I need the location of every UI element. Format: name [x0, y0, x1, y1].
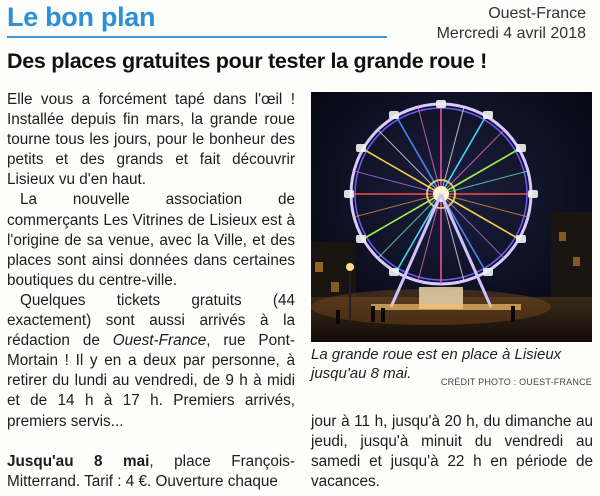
- source-block: [437, 4, 586, 44]
- paragraph-3-part-a: Quelques tickets gratuits (44 exactement) sont aussi arrivés à la rédaction de: [7, 291, 295, 350]
- ferris-wheel-illustration: [311, 92, 592, 342]
- rubric-title: Le bon plan: [7, 2, 156, 32]
- photo-credit: CRÉDIT PHOTO : OUEST-FRANCE: [440, 377, 592, 387]
- paragraph-4-continued: jour à 11 h, jusqu'à 20 h, du dimanche au jeudi, jusqu'à minuit du vendredi au samedi et jusqu'à 22 h en période de vacances.: [311, 413, 593, 491]
- article-column-left: [7, 90, 295, 491]
- paragraph-3-part-b: , rue Pont-Mortain ! Il y en a deux par personne, à retirer du lundi au vendredi, de 9 h à midi et de 14 h à 17 h. Premiers arrivés, premiers servis...: [7, 332, 295, 430]
- paragraph-3-newspaper: Ouest-France: [112, 332, 207, 350]
- headline: Des places gratuites pour tester la grande roue !: [7, 49, 487, 73]
- paragraph-1: Elle vous a forcément tapé dans l'œil ! Installée depuis fin mars, la grande roue tourne tous les jours, pour le bonheur des petits et des grands et fait découvrir Lisieux vu d'en haut.: [7, 91, 295, 189]
- paragraph-2: La nouvelle association de commerçants Les Vitrines de Lisieux est à l'origine de sa venue, avec la Ville, et des places sont ainsi données dans certaines boutiques du centre-ville.: [7, 191, 295, 289]
- rubric-underline: [7, 36, 387, 38]
- paragraph-4-lead: Jusqu'au 8 mai: [7, 453, 150, 470]
- publication-date: Mercredi 4 avril 2018: [436, 25, 586, 42]
- newspaper-name: Ouest-France: [488, 5, 586, 22]
- paragraph-4: [7, 452, 295, 492]
- paragraph-3: [7, 291, 295, 432]
- photo-caption: La grande roue est en place à Lisieux jusqu'au 8 mai.: [311, 346, 562, 382]
- ferris-wheel-photo: [311, 92, 592, 342]
- paragraph-4-text: , place François-Mitterrand. Tarif : 4 €. Ouverture chaque: [7, 453, 295, 491]
